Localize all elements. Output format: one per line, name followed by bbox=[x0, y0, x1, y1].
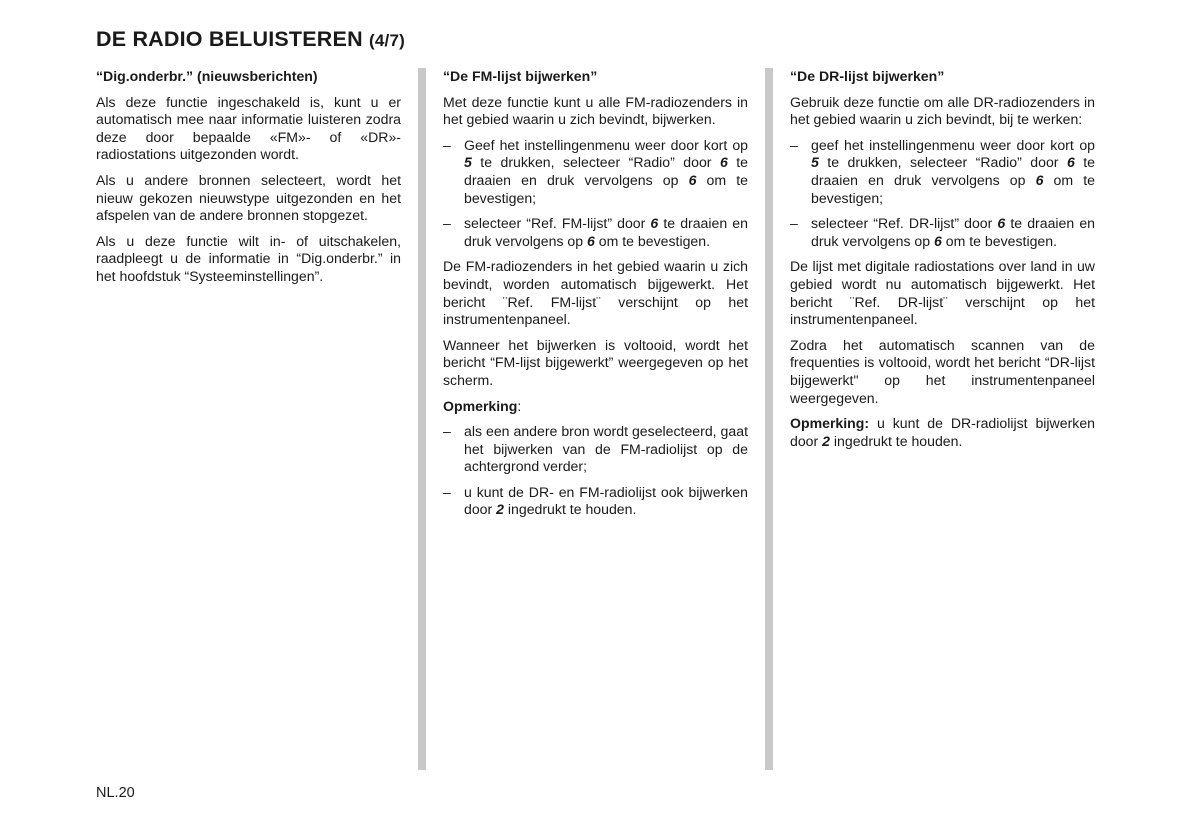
key-number: 6 bbox=[688, 171, 697, 188]
list-item: – geef het instellingenmenu weer door kort op 5 te drukken, selecteer “Radio” door 6 te draaien en druk vervolgens op 6 om te bevestigen; bbox=[790, 136, 1095, 206]
list-item: – selecteer “Ref. DR-lijst” door 6 te draaien en druk vervolgens op 6 om te bevestigen. bbox=[790, 215, 1095, 249]
paragraph: Zodra het automatisch scannen van de frequenties is voltooid, wordt het bericht “DR-lijst bijgewerkt" op het instrumentenpaneel weergegeven. bbox=[790, 336, 1095, 406]
paragraph: Als u deze functie wilt in- of uitschakelen, raadpleegt u de informatie in “Dig.onderbr.” in het hoofdstuk “Systeeminstellingen”. bbox=[96, 232, 401, 284]
list-item: – Geef het instellingenmenu weer door kort op 5 te drukken, selecteer “Radio” door 6 te draaien en druk vervolgens op 6 om te bevestigen; bbox=[443, 136, 748, 206]
key-number: 6 bbox=[1035, 171, 1044, 188]
paragraph: De FM-radiozenders in het gebied waarin u zich bevindt, worden automatisch bijgewerkt. Het bericht ¨Ref. FM-lijst¨ verschijnt op het instrumentenpaneel. bbox=[443, 258, 748, 328]
list-item: – als een andere bron wordt geselecteerd, gaat het bijwerken van de FM-radiolijst op de achtergrond verder; bbox=[443, 423, 748, 475]
page-title-text: DE RADIO BELUISTEREN bbox=[96, 27, 363, 51]
key-number: 2 bbox=[822, 432, 830, 449]
dash-bullet: – bbox=[443, 483, 451, 500]
key-number: 6 bbox=[650, 215, 659, 232]
dash-bullet: – bbox=[443, 136, 451, 153]
paragraph: Als u andere bronnen selecteert, wordt het nieuw gekozen nieuwstype uitgezonden en het afspelen van de andere bronnen stopgezet. bbox=[96, 171, 401, 224]
key-number: 6 bbox=[1066, 154, 1075, 171]
section-heading-fm-list: “De FM-lijst bijwerken” bbox=[443, 68, 598, 84]
steps-list bbox=[443, 137, 748, 251]
dash-bullet: – bbox=[790, 136, 798, 153]
key-number: 6 bbox=[587, 232, 595, 249]
key-number: 6 bbox=[719, 154, 728, 171]
paragraph: Wanneer het bijwerken is voltooid, wordt het bericht “FM-lijst bijgewerkt” weergegeven op het scherm. bbox=[443, 336, 748, 388]
paragraph: De lijst met digitale radiostations over land in uw gebied wordt nu automatisch bijgewerkt. Het bericht ¨Ref. DR-lijst¨ verschijnt op het instrumentenpaneel. bbox=[790, 258, 1095, 328]
page-title bbox=[96, 27, 405, 52]
note-heading: Opmerking: bbox=[443, 397, 522, 414]
note-label: Opmerking: bbox=[790, 415, 870, 432]
key-number: 5 bbox=[464, 154, 472, 171]
column-news-messages bbox=[96, 68, 401, 294]
steps-list bbox=[790, 137, 1095, 251]
note-paragraph: Opmerking: u kunt de DR-radiolijst bijwerken door 2 ingedrukt te houden. bbox=[790, 415, 1095, 449]
page-part-indicator: (4/7) bbox=[369, 31, 405, 50]
section-heading-news: “Dig.onderbr.” (nieuwsberichten) bbox=[96, 68, 318, 84]
notes-list bbox=[443, 423, 748, 519]
paragraph: Als deze functie ingeschakeld is, kunt u er automatisch mee naar informatie luisteren zodra deze door bepaalde «FM»- of «DR»-radiostations uitgezonden wordt. bbox=[96, 93, 401, 163]
paragraph: Met deze functie kunt u alle FM-radiozenders in het gebied waarin u zich bevindt, bijwerken. bbox=[443, 93, 748, 128]
column-dr-list-update bbox=[790, 68, 1095, 458]
column-divider bbox=[418, 68, 426, 770]
list-item: – u kunt de DR- en FM-radiolijst ook bijwerken door 2 ingedrukt te houden. bbox=[443, 483, 748, 518]
key-number: 5 bbox=[811, 154, 819, 171]
key-number: 6 bbox=[997, 215, 1006, 232]
column-divider bbox=[765, 68, 773, 770]
key-number: 6 bbox=[934, 232, 942, 249]
dash-bullet: – bbox=[443, 215, 451, 232]
page-number: NL.20 bbox=[96, 785, 135, 801]
list-item: – selecteer “Ref. FM-lijst” door 6 te draaien en druk vervolgens op 6 om te bevestigen. bbox=[443, 215, 748, 249]
dash-bullet: – bbox=[443, 423, 451, 440]
key-number: 2 bbox=[496, 501, 504, 518]
section-heading-dr-list: “De DR-lijst bijwerken” bbox=[790, 68, 945, 84]
dash-bullet: – bbox=[790, 215, 798, 232]
paragraph: Gebruik deze functie om alle DR-radiozenders in het gebied waarin u zich bevindt, bij te werken: bbox=[790, 93, 1095, 128]
column-fm-list-update bbox=[443, 68, 748, 527]
